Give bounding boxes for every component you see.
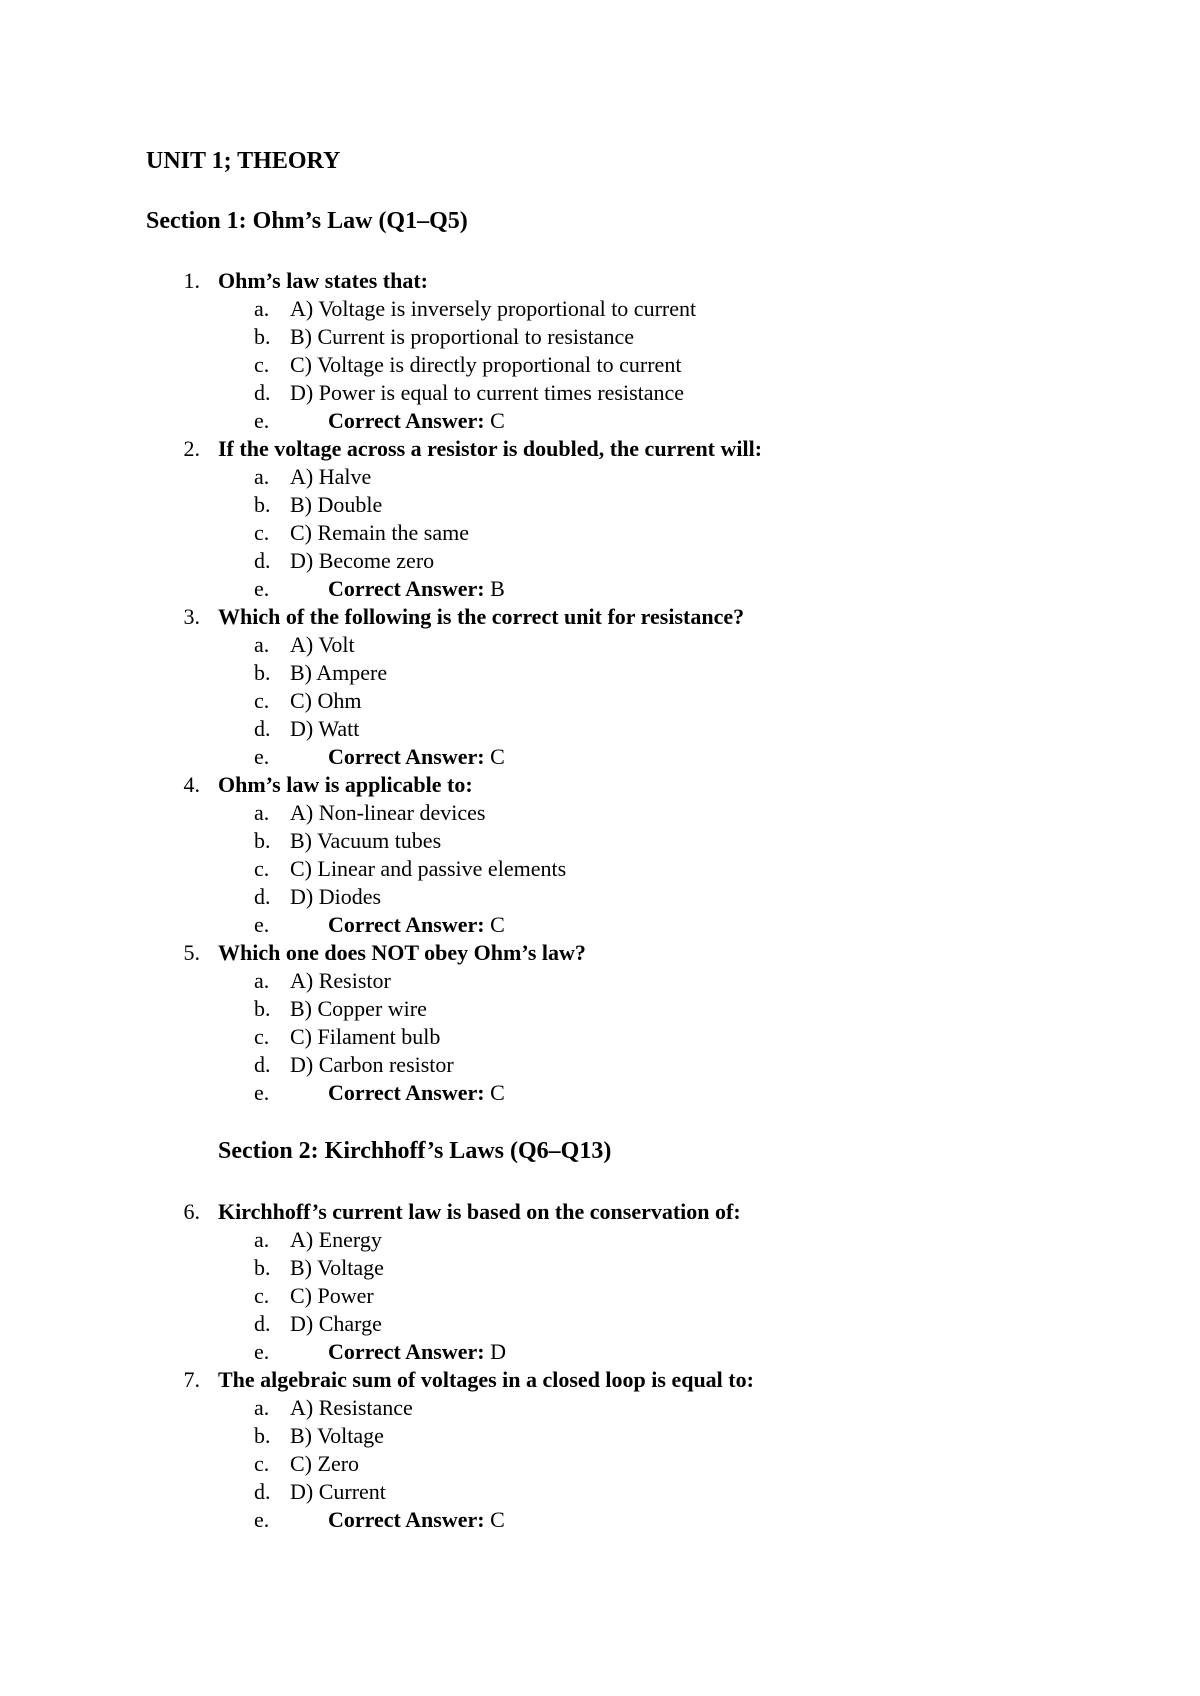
option-letter: d. [254, 1311, 271, 1336]
option-text: D) Charge [290, 1311, 382, 1336]
option-text: B) Vacuum tubes [290, 828, 442, 853]
option [0, 1422, 1200, 1450]
question [0, 435, 1200, 463]
option-letter: a. [254, 632, 270, 657]
answer-row [0, 1079, 1200, 1107]
answer-value: B [490, 576, 505, 601]
answer-value: C [490, 1080, 505, 1105]
option-letter: d. [254, 716, 271, 741]
question [0, 603, 1200, 631]
option-letter: e. [254, 744, 270, 769]
correct-answer [328, 407, 505, 435]
option-text: C) Ohm [290, 688, 362, 713]
option-text: B) Voltage [290, 1255, 384, 1280]
option [0, 1254, 1200, 1282]
option-letter: a. [254, 296, 270, 321]
option [0, 519, 1200, 547]
answer-row [0, 407, 1200, 435]
option-letter: a. [254, 800, 270, 825]
option-letter: b. [254, 492, 271, 517]
answer-row [0, 1506, 1200, 1534]
option-letter: c. [254, 1024, 270, 1049]
option-letter: b. [254, 1423, 271, 1448]
option-letter: a. [254, 1395, 270, 1420]
correct-answer [328, 1338, 506, 1366]
option-text: A) Volt [290, 632, 355, 657]
question-text: The algebraic sum of voltages in a closed loop is equal to: [218, 1367, 754, 1392]
option-letter: e. [254, 1080, 270, 1105]
question-number: 3. [183, 604, 200, 629]
answer-label: Correct Answer: [328, 1339, 485, 1364]
answer-label: Correct Answer: [328, 576, 485, 601]
option-letter: a. [254, 968, 270, 993]
option-letter: c. [254, 688, 270, 713]
option-letter: d. [254, 380, 271, 405]
option-text: D) Power is equal to current times resistance [290, 380, 685, 405]
option [0, 659, 1200, 687]
option [0, 967, 1200, 995]
option [0, 323, 1200, 351]
option [0, 1310, 1200, 1338]
section-2-questions [0, 1198, 1200, 1534]
answer-label: Correct Answer: [328, 744, 485, 769]
option-text: C) Zero [290, 1451, 360, 1476]
option-letter: d. [254, 1052, 271, 1077]
option-text: A) Halve [290, 464, 372, 489]
answer-row [0, 575, 1200, 603]
option [0, 491, 1200, 519]
option [0, 379, 1200, 407]
option-letter: d. [254, 1479, 271, 1504]
option-text: A) Energy [290, 1227, 382, 1252]
section-title: Section 2: Kirchhoff’s Laws (Q6–Q13) [218, 1138, 612, 1164]
option [0, 295, 1200, 323]
option-text: B) Copper wire [290, 996, 427, 1021]
option-text: C) Power [290, 1283, 374, 1308]
correct-answer [328, 1079, 505, 1107]
option-text: C) Filament bulb [290, 1024, 441, 1049]
question-number: 7. [183, 1367, 200, 1392]
option-letter: b. [254, 660, 271, 685]
question [0, 1366, 1200, 1394]
question-number: 1. [183, 268, 200, 293]
option-text: D) Watt [290, 716, 360, 741]
answer-value: D [490, 1339, 506, 1364]
option [0, 827, 1200, 855]
question [0, 1198, 1200, 1226]
question-text: Which of the following is the correct unit for resistance? [218, 604, 745, 629]
option-letter: b. [254, 996, 271, 1021]
correct-answer [328, 575, 505, 603]
option-letter: c. [254, 856, 270, 881]
answer-value: C [490, 912, 505, 937]
option [0, 715, 1200, 743]
question-number: 2. [183, 436, 200, 461]
option-letter: a. [254, 464, 270, 489]
option [0, 1226, 1200, 1254]
answer-label: Correct Answer: [328, 1507, 485, 1532]
option [0, 1450, 1200, 1478]
option-letter: e. [254, 408, 270, 433]
option [0, 1051, 1200, 1079]
option [0, 995, 1200, 1023]
answer-label: Correct Answer: [328, 912, 485, 937]
option [0, 547, 1200, 575]
option-letter: d. [254, 548, 271, 573]
correct-answer [328, 911, 505, 939]
answer-label: Correct Answer: [328, 1080, 485, 1105]
answer-value: C [490, 408, 505, 433]
option [0, 351, 1200, 379]
option-text: B) Ampere [290, 660, 388, 685]
question-number: 4. [183, 772, 200, 797]
option-text: B) Voltage [290, 1423, 384, 1448]
option [0, 463, 1200, 491]
section-title: Section 1: Ohm’s Law (Q1–Q5) [146, 208, 468, 234]
answer-value: C [490, 1507, 505, 1532]
unit-title: UNIT 1; THEORY [146, 148, 341, 174]
option-text: A) Voltage is inversely proportional to current [290, 296, 697, 321]
question-text: If the voltage across a resistor is doubled, the current will: [218, 436, 763, 461]
option [0, 1282, 1200, 1310]
option [0, 799, 1200, 827]
option-text: A) Non-linear devices [290, 800, 486, 825]
option-letter: c. [254, 1451, 270, 1476]
option [0, 1394, 1200, 1422]
option-letter: b. [254, 1255, 271, 1280]
option [0, 883, 1200, 911]
option-text: A) Resistance [290, 1395, 413, 1420]
option-letter: e. [254, 912, 270, 937]
option-letter: b. [254, 324, 271, 349]
question-text: Kirchhoff’s current law is based on the conservation of: [218, 1199, 741, 1224]
option-letter: c. [254, 1283, 270, 1308]
question-number: 5. [183, 940, 200, 965]
option-letter: c. [254, 352, 270, 377]
option-text: A) Resistor [290, 968, 391, 993]
option-text: B) Double [290, 492, 383, 517]
option [0, 1023, 1200, 1051]
answer-label: Correct Answer: [328, 408, 485, 433]
option-text: D) Carbon resistor [290, 1052, 454, 1077]
question [0, 939, 1200, 967]
correct-answer [328, 743, 505, 771]
option-letter: e. [254, 1507, 270, 1532]
question-number: 6. [183, 1199, 200, 1224]
option [0, 1478, 1200, 1506]
option-text: D) Current [290, 1479, 386, 1504]
option [0, 631, 1200, 659]
option-text: C) Voltage is directly proportional to current [290, 352, 682, 377]
question-text: Which one does NOT obey Ohm’s law? [218, 940, 586, 965]
option [0, 687, 1200, 715]
option-text: B) Current is proportional to resistance [290, 324, 634, 349]
option-letter: e. [254, 1339, 270, 1364]
option-text: C) Linear and passive elements [290, 856, 567, 881]
question-text: Ohm’s law is applicable to: [218, 772, 473, 797]
option-letter: d. [254, 884, 271, 909]
question [0, 267, 1200, 295]
section-1-questions [0, 267, 1200, 1107]
option [0, 855, 1200, 883]
question-text: Ohm’s law states that: [218, 268, 428, 293]
question [0, 771, 1200, 799]
option-letter: a. [254, 1227, 270, 1252]
correct-answer [328, 1506, 505, 1534]
option-letter: c. [254, 520, 270, 545]
answer-value: C [490, 744, 505, 769]
option-text: D) Diodes [290, 884, 382, 909]
option-text: C) Remain the same [290, 520, 470, 545]
answer-row [0, 1338, 1200, 1366]
answer-row [0, 743, 1200, 771]
option-text: D) Become zero [290, 548, 435, 573]
option-letter: e. [254, 576, 270, 601]
option-letter: b. [254, 828, 271, 853]
answer-row [0, 911, 1200, 939]
